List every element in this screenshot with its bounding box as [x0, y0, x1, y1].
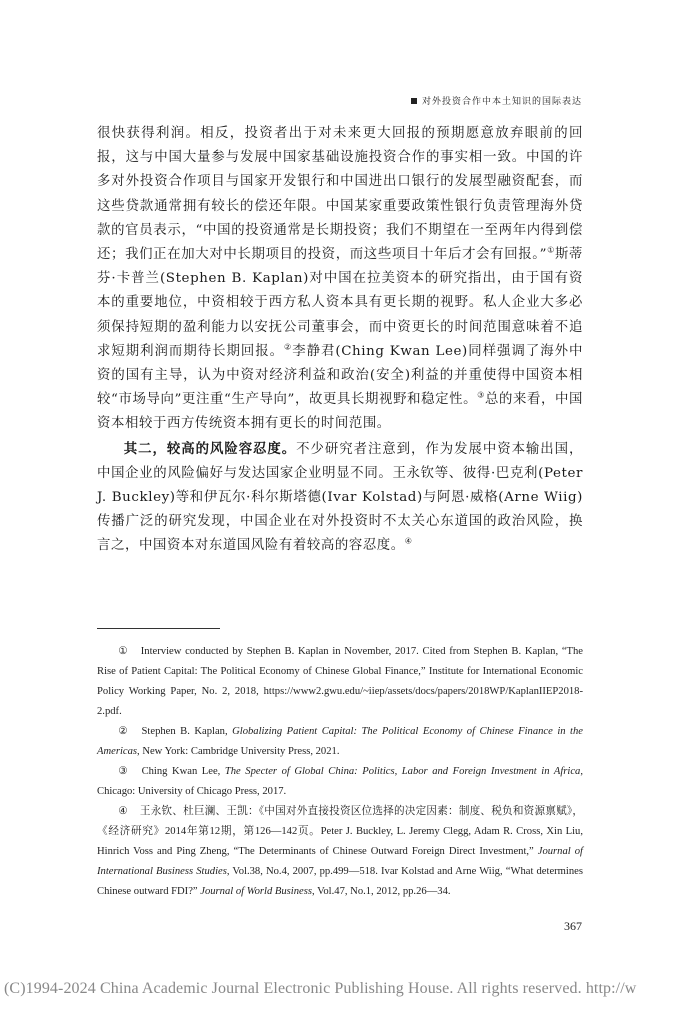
footnote-4-journal-2: Journal of World Business — [200, 886, 312, 897]
footnote-2 — [97, 722, 583, 762]
footnote-1 — [97, 642, 583, 722]
footnote-4-text-c: , Vol.38, No.4, 2007, pp.499—518. Ivar Kolstad and Arne Wiig, “What determines Chinese outward FDI?” — [97, 866, 583, 897]
footnote-2-mark: ② — [118, 726, 130, 737]
square-bullet-icon — [411, 98, 417, 104]
paragraph-1-text-a: 很快获得利润。相反，投资者出于对未来更大回报的预期愿意放弃眼前的回报，这与中国大量参与发展中国家基础设施投资合作的事实相一致。中国的许多对外投资合作项目与国家开发银行和中国进出口银行的发展型融资配套，而这些贷款通常拥有较长的偿还年限。中国某家重要政策性银行负责管理海外贷款的官员表示，“中国的投资通常是长期投资；我们不期望在一至两年内得到偿还；我们正在加大对中长期项目的投资，而这些项目十年后才会有回报。” — [97, 126, 583, 263]
paragraph-2-lead: 其二，较高的风险容忍度。 — [123, 440, 297, 457]
footnote-4-mark: ④ — [118, 806, 128, 817]
copyright-watermark: (C)1994-2024 China Academic Journal Electronic Publishing House. All rights reserved. http://w — [4, 980, 637, 997]
footnote-4-text-a: 王永钦、杜巨澜、王凯：《中国对外直接投资区位选择的决定因素：制度、税负和资源禀赋》，《经济研究》2014年第12期，第126—142页。Peter J. Buckley, L. Jeremy Clegg, Adam R. Cross, Xin Liu, Hinrich Voss and Ping Zheng, “The Determinants of Chinese Outward Foreign Direct Investment,” — [97, 806, 583, 857]
footnote-2-text-c: , New York: Cambridge University Press, 2021. — [137, 746, 340, 757]
footnote-1-mark: ① — [118, 646, 129, 657]
footnote-divider — [97, 628, 220, 629]
footnotes — [97, 642, 583, 902]
running-header — [411, 94, 582, 107]
paragraph-1-text-b: 斯蒂芬·卡普兰(Stephen B. Kaplan)对中国在拉美资本的研究指出，由于国有资本的重要地位，中资相较于西方私人资本具有更长期的视野。私人企业大多必须保持短期的盈利能力以安抚公司董事会，而中资更长的时间范围意味着不追求短期利润而期待长期回报。 — [97, 247, 583, 359]
paragraph-2-text: 不少研究者注意到，作为发展中资本输出国，中国企业的风险偏好与发达国家企业明显不同。王永钦等、彼得·巴克利(Peter J. Buckley)等和伊瓦尔·科尔斯塔德(Ivar Kolstad)与阿恩·威格(Arne Wiig)传播广泛的研究发现，中国企业在对外投资时不太关心东道国的政治风险，换言之，中国资本对东道国风险有着较高的容忍度。 — [97, 441, 583, 554]
footnote-ref-1[interactable]: ① — [547, 245, 555, 255]
paragraph-2 — [97, 437, 583, 559]
footnote-ref-2[interactable]: ② — [284, 342, 293, 352]
footnote-4-text-e: , Vol.47, No.1, 2012, pp.26—34. — [312, 886, 451, 897]
footnote-3-text-c: , Chicago: University of Chicago Press, 2017. — [97, 766, 583, 797]
footnote-2-title: Globalizing Patient Capital: The Political Economy of Chinese Finance in the Americas — [97, 726, 583, 757]
footnote-1-text: Interview conducted by Stephen B. Kaplan in November, 2017. Cited from Stephen B. Kaplan, “The Rise of Patient Capital: The Political Economy of Chinese Global Finance,” Institute for International Economic Policy Working Paper, No. 2, 2018, https://www2.gwu.edu/~iiep/assets/docs/papers/2018WP/KaplanIIEP2018-2.pdf. — [97, 646, 584, 717]
article-body — [97, 122, 583, 559]
paragraph-1-text-c: 李静君(Ching Kwan Lee)同样强调了海外中资的国有主导，认为中资对经济利益和政治(安全)利益的并重使得中国资本相较“市场导向”更注重“生产导向”，故更具长期视野和稳定性。 — [97, 343, 583, 408]
footnote-2-text-a: Stephen B. Kaplan, — [141, 726, 233, 737]
footnote-3 — [97, 762, 583, 802]
footnote-4-journal-1: Journal of International Business Studies — [97, 846, 583, 877]
paragraph-1-text-d: 总的来看，中国资本相较于西方传统资本拥有更长的时间范围。 — [97, 392, 583, 432]
running-title: 对外投资合作中本土知识的国际表达 — [421, 97, 582, 107]
footnote-ref-4[interactable]: ④ — [404, 536, 413, 546]
footnote-3-mark: ③ — [118, 766, 130, 777]
paragraph-1 — [97, 122, 583, 437]
footnote-3-title: The Specter of Global China: Politics, Labor and Foreign Investment in Africa — [224, 766, 581, 777]
footnote-3-text-a: Ching Kwan Lee, — [141, 766, 225, 777]
footnote-4 — [97, 802, 583, 902]
footnote-ref-3[interactable]: ③ — [477, 390, 485, 400]
page-number: 367 — [564, 919, 582, 933]
